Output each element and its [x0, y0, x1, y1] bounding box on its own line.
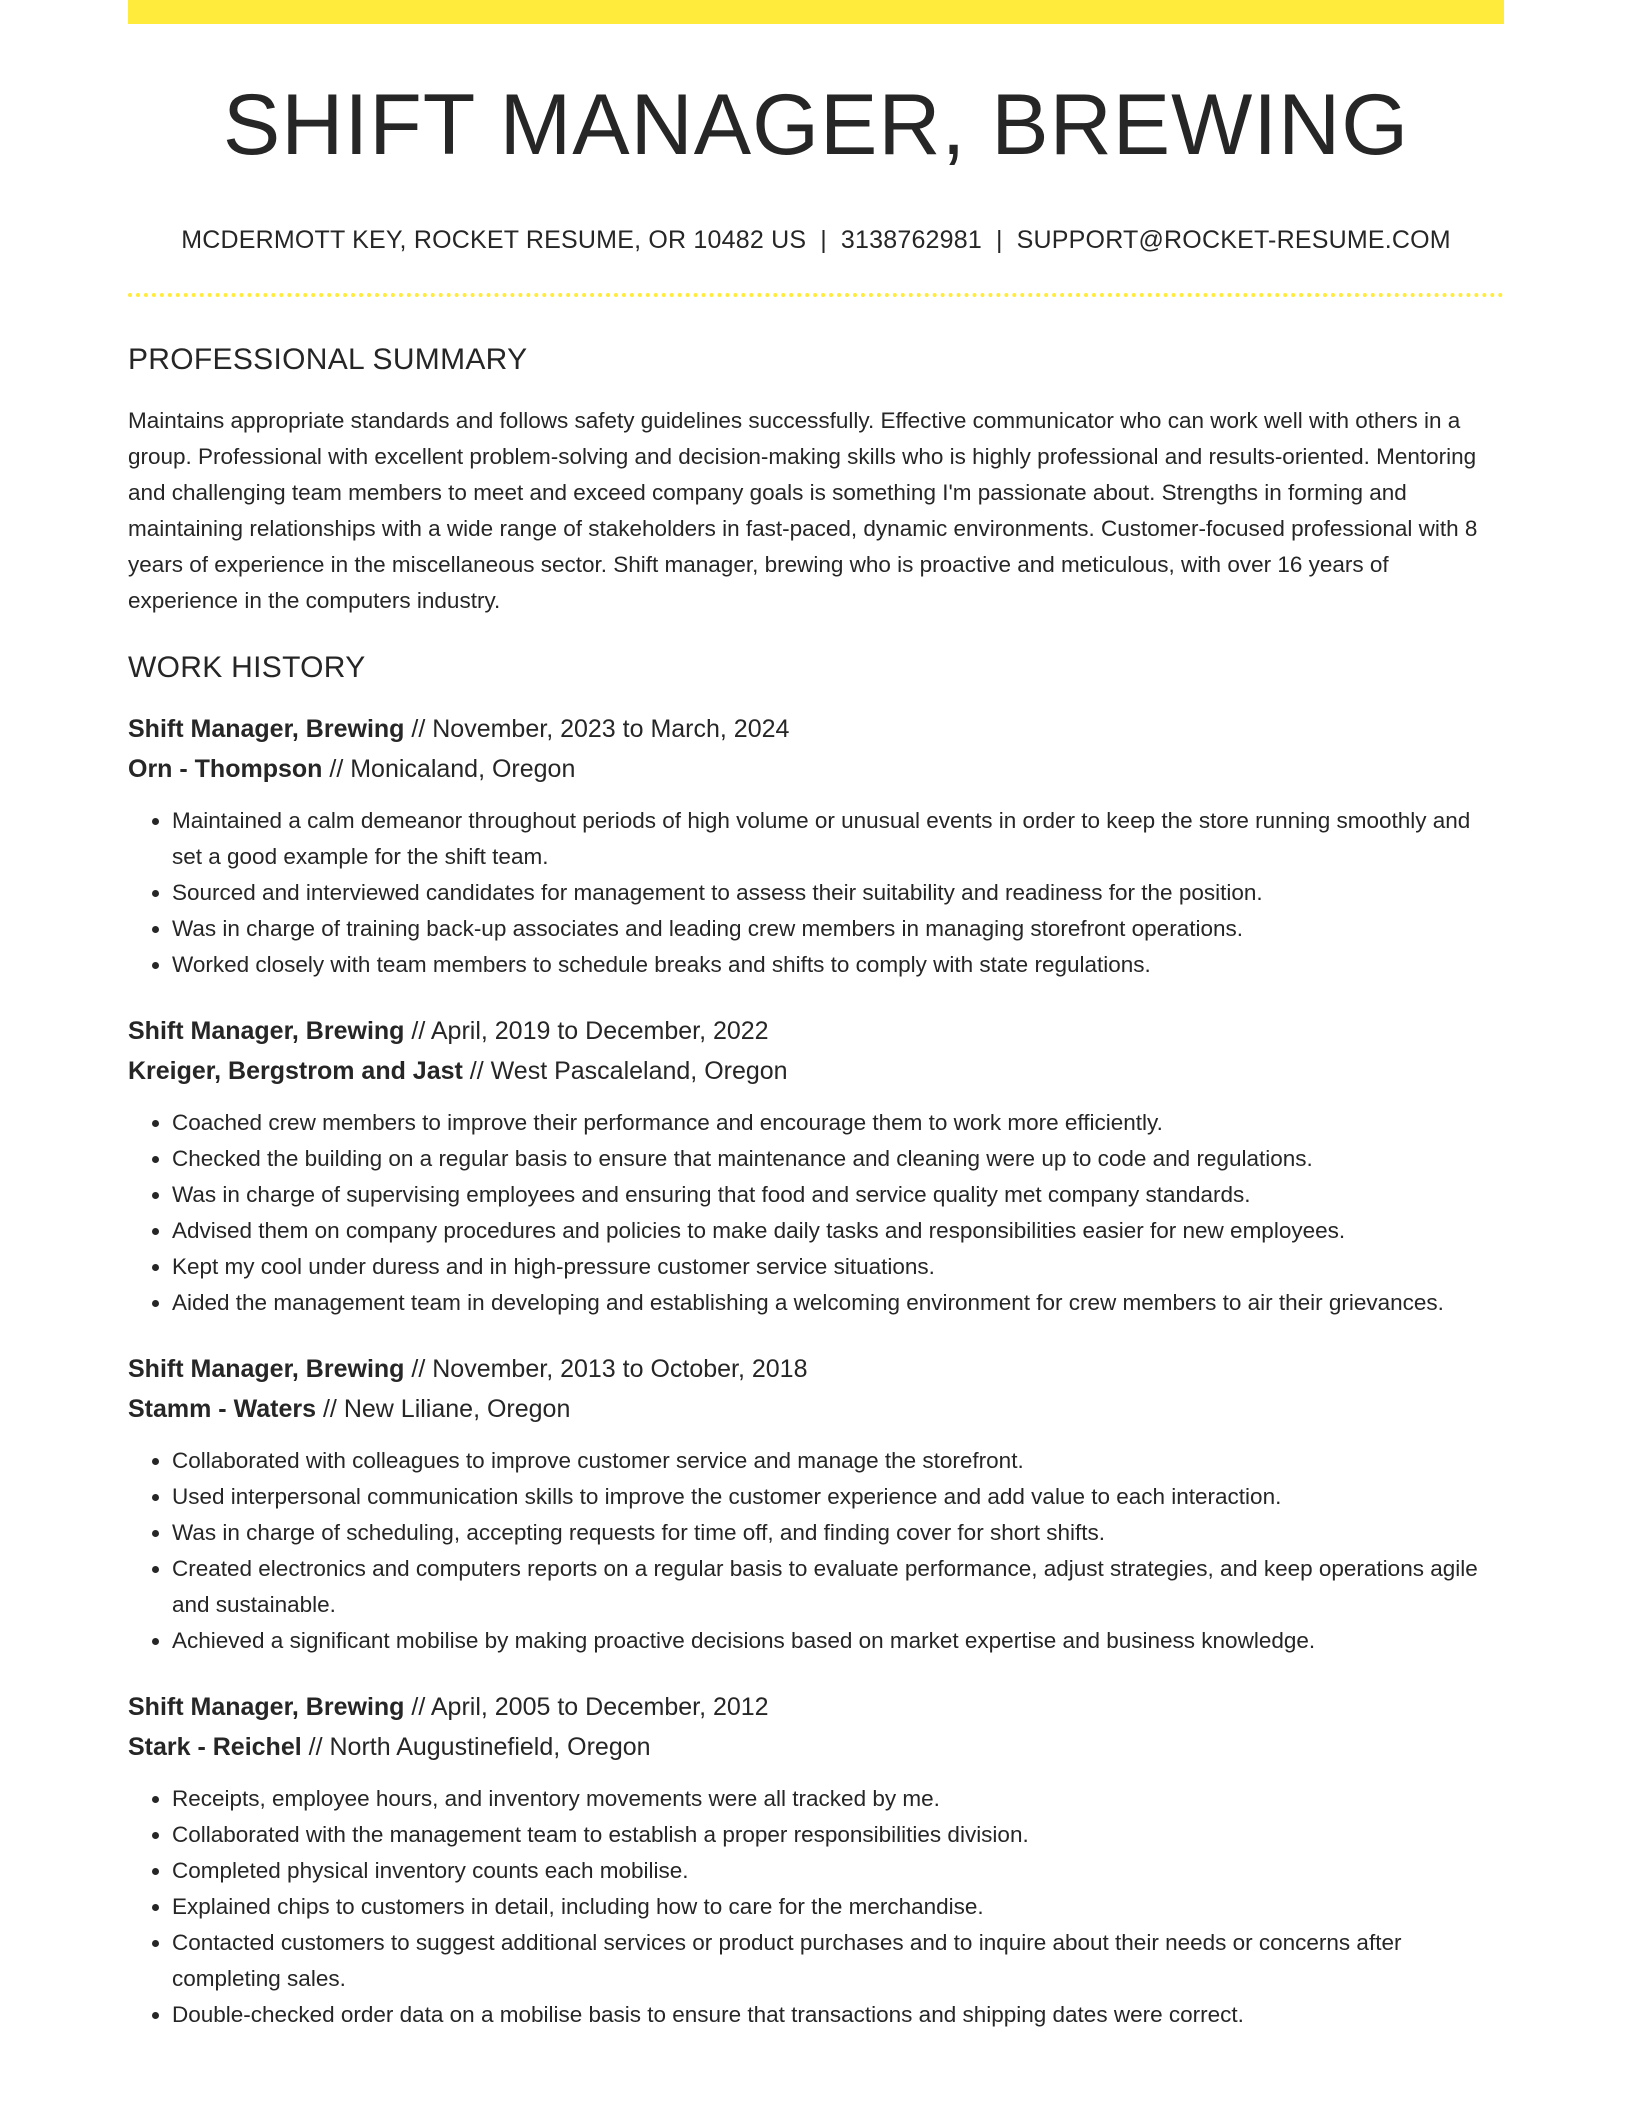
- job-entry-3: [128, 1349, 1504, 1659]
- resume-name: SHIFT MANAGER, BREWING: [222, 77, 1410, 173]
- job-location: North Augustinefield, Oregon: [329, 1733, 651, 1761]
- job-bullet: • Created electronics and computers reports on a regular basis to evaluate performance, adjust strategies, and keep operations agile and sustainable.: [172, 1551, 1504, 1623]
- job-bullet: • Advised them on company procedures and policies to make daily tasks and responsibilities easier for new employees.: [172, 1213, 1504, 1249]
- job-title-line: [128, 709, 1504, 749]
- job-bullet: • Coached crew members to improve their performance and encourage them to work more efficiently.: [172, 1105, 1504, 1141]
- job-bullet: • Contacted customers to suggest additional services or product purchases and to inquire about their needs or concerns after completing sales.: [172, 1925, 1504, 1997]
- job-dates: November, 2013 to October, 2018: [432, 1355, 808, 1383]
- job-bullet: • Collaborated with colleagues to improve customer service and manage the storefront.: [172, 1443, 1504, 1479]
- contact-separator: |: [995, 226, 1003, 254]
- job-location: New Liliane, Oregon: [343, 1395, 571, 1423]
- job-company: Stamm - Waters: [128, 1395, 317, 1423]
- summary-text: Maintains appropriate standards and follows safety guidelines successfully. Effective communicator who can work well with others in a group. Professional with excellent problem-solving and decision-making skills who is highly professional and results-oriented. Mentoring and challenging team members to meet and exceed company goals is something I'm passionate about. Strengths in forming and maintaining relationships with a wide range of stakeholders in fast-paced, dynamic environments. Customer-focused professional with 8 years of experience in the miscellaneous sector. Shift manager, brewing who is proactive and meticulous, with over 16 years of experience in the computers industry.: [128, 408, 1478, 613]
- job-company-line: [128, 1389, 1504, 1429]
- job-bullet: • Used interpersonal communication skills to improve the customer experience and add value to each interaction.: [172, 1479, 1504, 1515]
- job-entry-1: [128, 709, 1504, 983]
- job-title-line: [128, 1011, 1504, 1051]
- job-bullet: • Completed physical inventory counts each mobilise.: [172, 1853, 1504, 1889]
- resume-page: [128, 0, 1504, 2033]
- job-role: Shift Manager, Brewing: [128, 1693, 405, 1721]
- job-entry-4: [128, 1687, 1504, 2033]
- accent-top-bar: [128, 0, 1504, 24]
- job-divider: //: [411, 1017, 426, 1045]
- job-company: Kreiger, Bergstrom and Jast: [128, 1057, 463, 1085]
- job-company: Stark - Reichel: [128, 1733, 302, 1761]
- dotted-divider: [128, 293, 1504, 297]
- job-bullets: [128, 1781, 1504, 2033]
- job-company-line: [128, 1051, 1504, 1091]
- work-history-heading: WORK HISTORY: [128, 651, 366, 684]
- job-divider: //: [411, 1355, 426, 1383]
- contact-phone: 3138762981: [840, 226, 982, 254]
- job-title-line: [128, 1349, 1504, 1389]
- job-entry-2: [128, 1011, 1504, 1321]
- job-bullets: [128, 1443, 1504, 1659]
- job-company: Orn - Thompson: [128, 755, 323, 783]
- job-role: Shift Manager, Brewing: [128, 715, 405, 743]
- job-divider: //: [322, 1395, 337, 1423]
- job-bullet: • Achieved a significant mobilise by making proactive decisions based on market expertise and business knowledge.: [172, 1623, 1504, 1659]
- job-bullets: [128, 803, 1504, 983]
- job-bullet: • Double-checked order data on a mobilise basis to ensure that transactions and shipping dates were correct.: [172, 1997, 1504, 2033]
- job-role: Shift Manager, Brewing: [128, 1355, 405, 1383]
- job-divider: //: [469, 1057, 484, 1085]
- job-bullet: • Was in charge of training back-up associates and leading crew members in managing storefront operations.: [172, 911, 1504, 947]
- job-bullet: • Receipts, employee hours, and inventory movements were all tracked by me.: [172, 1781, 1504, 1817]
- job-divider: //: [329, 755, 344, 783]
- job-company-line: [128, 1727, 1504, 1767]
- job-bullet: • Explained chips to customers in detail, including how to care for the merchandise.: [172, 1889, 1504, 1925]
- work-history-list: [128, 709, 1504, 2033]
- job-dates: November, 2023 to March, 2024: [432, 715, 790, 743]
- job-divider: //: [411, 1693, 426, 1721]
- job-bullet: • Collaborated with the management team to establish a proper responsibilities division.: [172, 1817, 1504, 1853]
- job-bullet: • Maintained a calm demeanor throughout periods of high volume or unusual events in order to keep the store running smoothly and set a good example for the shift team.: [172, 803, 1504, 875]
- job-bullet: • Was in charge of scheduling, accepting requests for time off, and finding cover for short shifts.: [172, 1515, 1504, 1551]
- job-bullet: • Aided the management team in developing and establishing a welcoming environment for crew members to air their grievances.: [172, 1285, 1504, 1321]
- job-bullet: • Sourced and interviewed candidates for management to assess their suitability and readiness for the position.: [172, 875, 1504, 911]
- job-bullet: • Checked the building on a regular basis to ensure that maintenance and cleaning were up to code and regulations.: [172, 1141, 1504, 1177]
- job-bullet: • Was in charge of supervising employees and ensuring that food and service quality met company standards.: [172, 1177, 1504, 1213]
- job-bullets: [128, 1105, 1504, 1321]
- job-dates: April, 2019 to December, 2022: [430, 1017, 769, 1045]
- job-bullet: • Worked closely with team members to schedule breaks and shifts to comply with state regulations.: [172, 947, 1504, 983]
- job-divider: //: [411, 715, 426, 743]
- job-location: Monicaland, Oregon: [350, 755, 576, 783]
- contact-line: [128, 226, 1504, 255]
- job-company-line: [128, 749, 1504, 789]
- contact-email: SUPPORT@ROCKET-RESUME.COM: [1016, 226, 1451, 254]
- job-role: Shift Manager, Brewing: [128, 1017, 405, 1045]
- job-bullet: • Kept my cool under duress and in high-pressure customer service situations.: [172, 1249, 1504, 1285]
- contact-separator: |: [820, 226, 827, 254]
- job-divider: //: [308, 1733, 323, 1761]
- contact-address: MCDERMOTT KEY, ROCKET RESUME, OR 10482 US: [181, 226, 807, 254]
- job-dates: April, 2005 to December, 2012: [430, 1693, 769, 1721]
- job-location: West Pascaleland, Oregon: [490, 1057, 788, 1085]
- job-title-line: [128, 1687, 1504, 1727]
- summary-heading: PROFESSIONAL SUMMARY: [128, 343, 528, 376]
